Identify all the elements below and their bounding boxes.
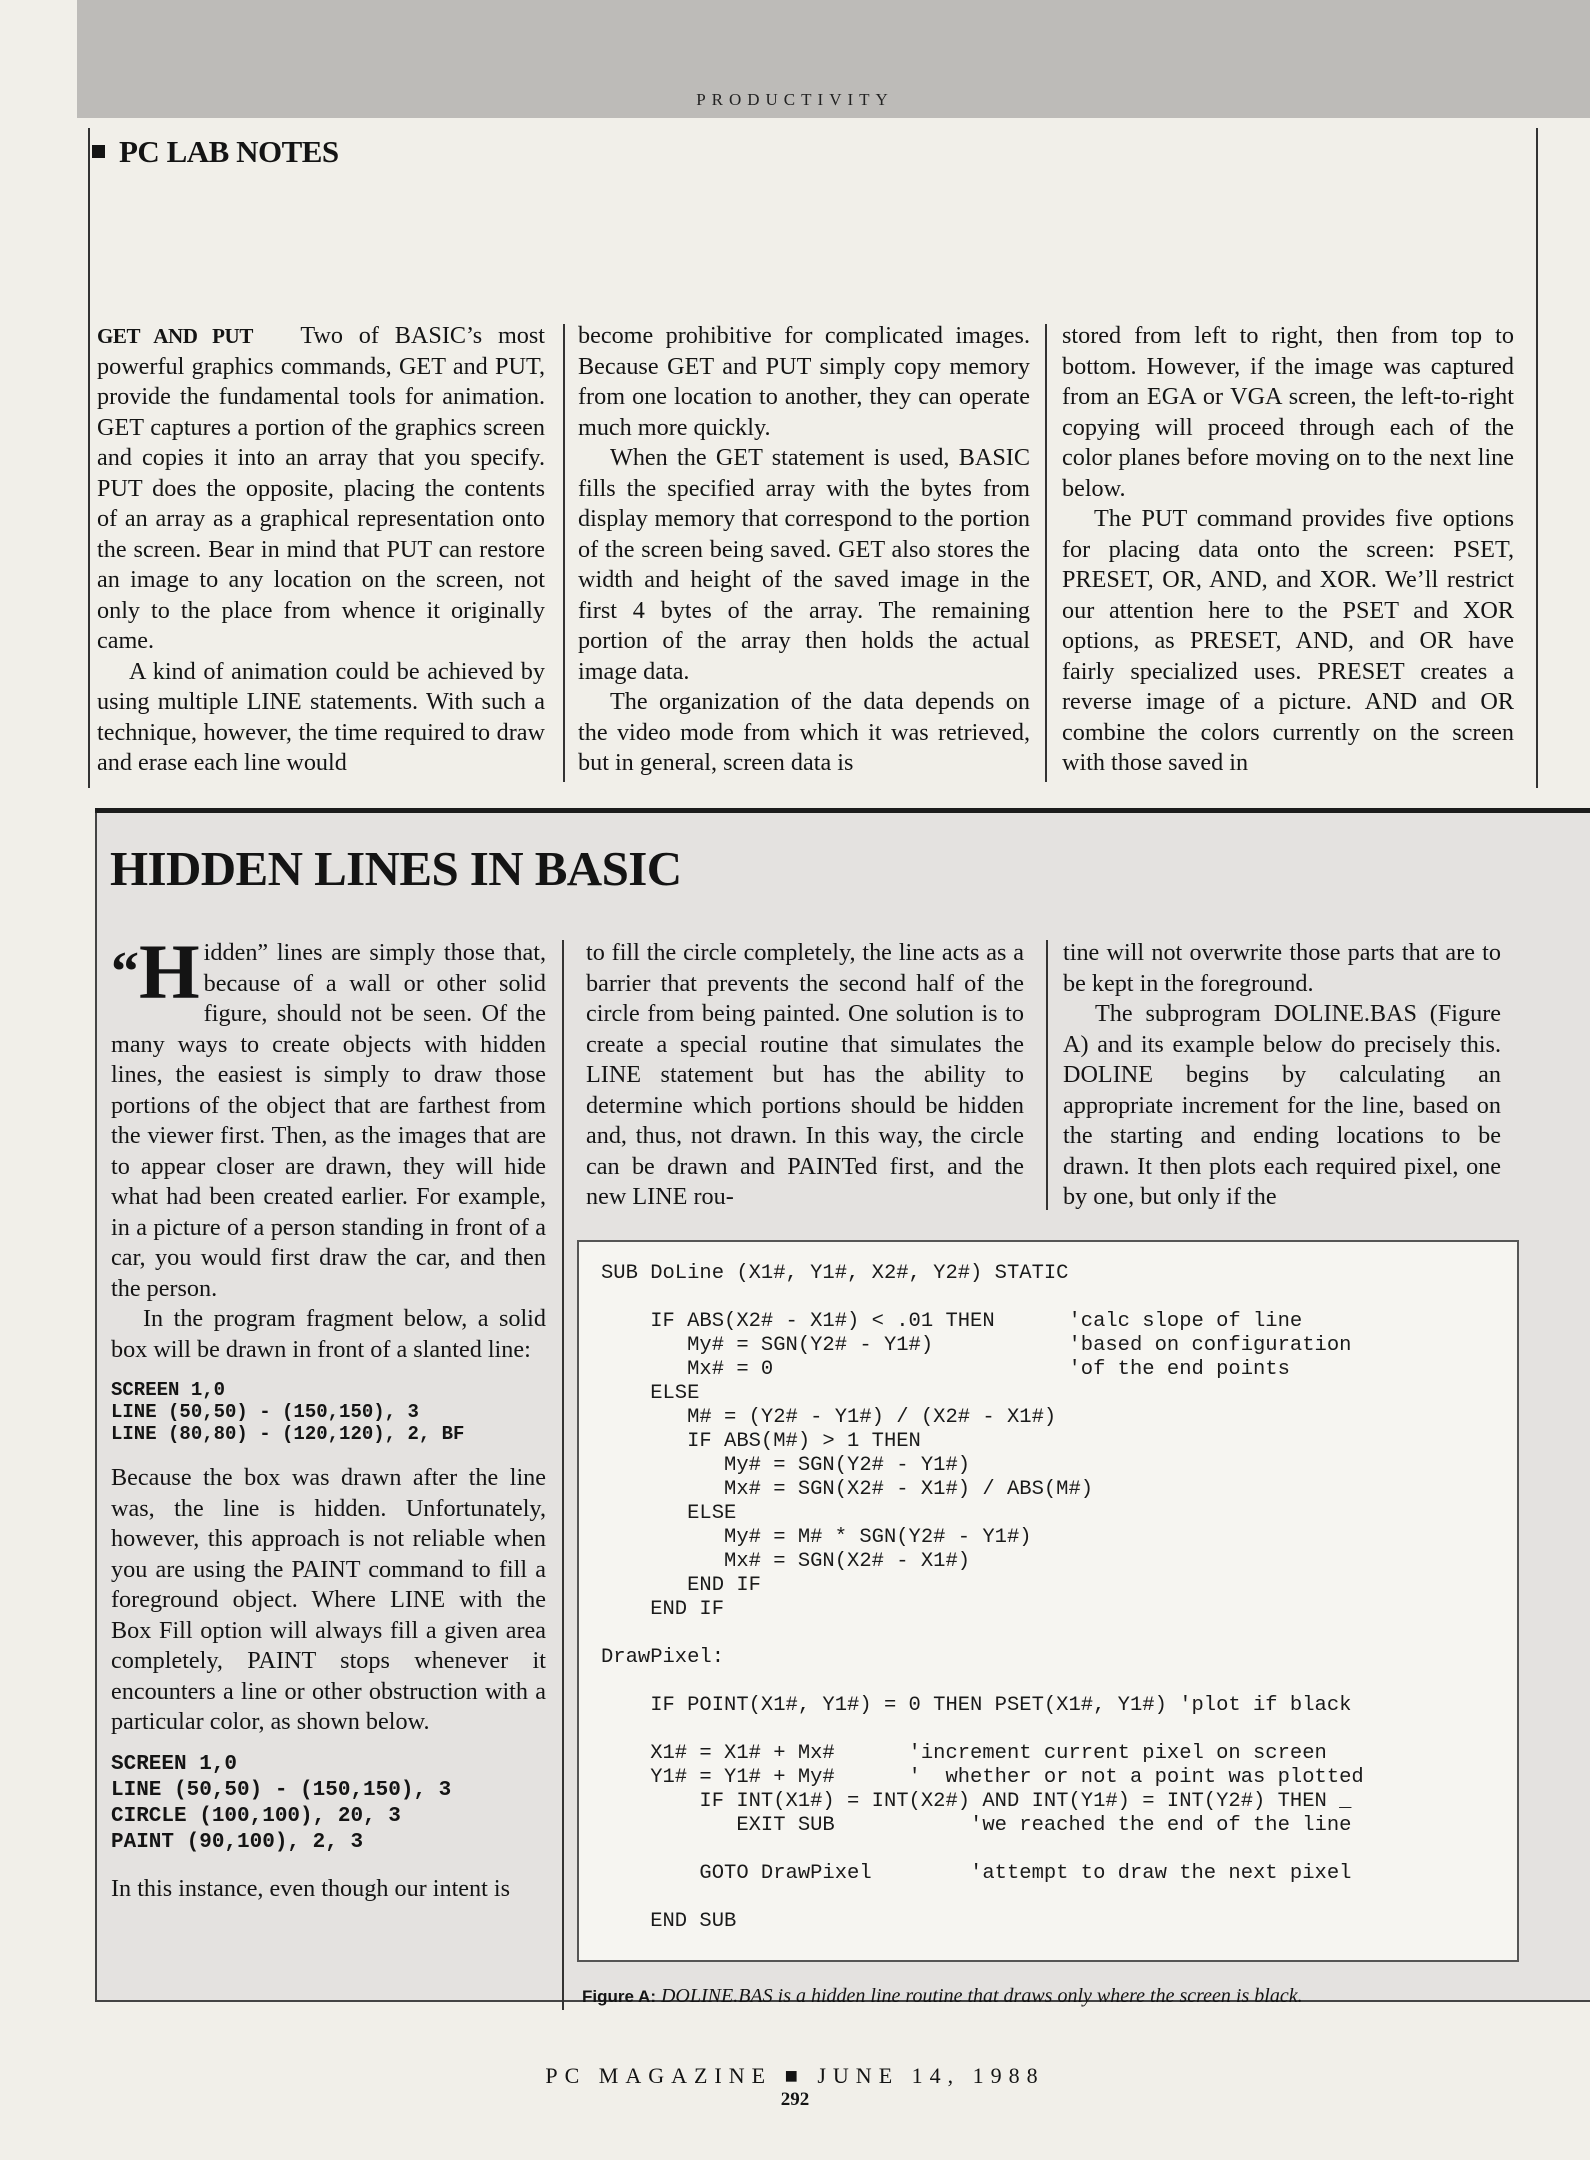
sidebar-paragraph: In this instance, even though our intent is [111, 1874, 511, 1902]
department-label: PC LAB NOTES [119, 134, 339, 169]
caption-text: DOLINE.BAS is a hidden line routine that draws only where the screen is black. [660, 1985, 1303, 2007]
drop-cap: “H [111, 928, 200, 1015]
bullet-square-icon [92, 145, 105, 158]
sidebar-paragraph: The subprogram DOLINE.BAS (Figure A) and its example below do precisely this. DOLINE begins by calculating an appropriate increment for the line, based on the starting and ending locations to be drawn. It then plots each required pixel, one by one, but only if the [1063, 1000, 1501, 1210]
article-paragraph [97, 321, 545, 657]
sidebar-column-3 [1063, 938, 1501, 1213]
sidebar-column-1 [111, 928, 546, 1904]
article-column-2 [578, 321, 1030, 779]
sidebar-paragraph: tine will not overwrite those parts that are to be kept in the foreground. [1063, 939, 1501, 997]
code-fragment: SCREEN 1,0 LINE (50,50) - (150,150), 3 CIRCLE (100,100), 20, 3 PAINT (90,100), 2, 3 [111, 1752, 452, 1854]
sidebar-paragraph: to fill the circle completely, the line acts as a barrier that prevents the second half of the circle from being painted. One solution is to create a special routine that simulates the LINE statement but has the ability to determine which portions should be hidden and, thus, not drawn. In this way, the circle can be drawn and PAINTed first, and the new LINE rou- [586, 939, 1024, 1210]
sidebar-title: HIDDEN LINES IN BASIC [110, 841, 682, 896]
page-number: 292 [780, 2089, 810, 2110]
code-figure [577, 1240, 1519, 1962]
column-rule [562, 940, 564, 2010]
article-paragraph: When the GET statement is used, BASIC fills the specified array with the bytes from display memory that correspond to the portion of the screen being saved. GET also stores the width and height of the saved image in the first 4 bytes of the array. The remaining portion of the array then holds the actual image data. [578, 444, 1030, 685]
sidebar-top-rule [95, 808, 1590, 813]
magazine-footer: PC MAGAZINE ■ JUNE 14, 1988 [545, 2063, 1045, 2088]
article-column-3 [1062, 321, 1514, 779]
sidebar-paragraph: “H idden” lines are simply those that, because of a wall or other solid figure, should not be seen. Of the many ways to create objects with hidden lines, the easiest is simply to draw those portions of the object that are farthest from the viewer first. Then, as the images that are to appear closer are drawn, they will hide what had been created earlier. For example, in a picture of a person standing in front of a car, you would first draw the car, and then the person. [111, 928, 546, 1302]
sidebar-paragraph: In the program fragment below, a solid box will be drawn in front of a slanted line: [111, 1305, 546, 1363]
section-label: PRODUCTIVITY [696, 90, 894, 109]
article-paragraph: The PUT command provides five options for placing data onto the screen: PSET, PRESET, OR, AND, and XOR. We’ll restrict our attention here to the PSET and XOR options, as PRESET, AND, and OR have fairly specialized uses. PRESET creates a reverse image of a picture. AND and OR combine the colors currently on the screen with those saved in [1062, 505, 1514, 776]
caption-label: Figure A: [582, 1987, 656, 2006]
column-rule [1046, 940, 1048, 1210]
paragraph-text: Two of BASIC’s most powerful graphics commands, GET and PUT, provide the fundamental tools for animation. GET captures a portion of the graphics screen and copies it into an array that you specify. PUT does the opposite, placing the contents of an array as a graphical representation onto the screen. Bear in mind that PUT can restore an image to any location on the screen, not only to the place from whence it originally came. [97, 322, 545, 654]
code-fragment: SCREEN 1,0 LINE (50,50) - (150,150), 3 LINE (80,80) - (120,120), 2, BF [111, 1379, 465, 1445]
article-paragraph: The organization of the data depends on the video mode from which it was retrieved, but in general, screen data is [578, 688, 1030, 776]
department-heading [92, 134, 339, 170]
run-in-heading: GET AND PUT [97, 324, 253, 348]
column-rule [1045, 324, 1047, 782]
article-paragraph: A kind of animation could be achieved by using multiple LINE statements. With such a technique, however, the time required to draw and erase each line would [97, 657, 545, 776]
article-paragraph: stored from left to right, then from top to bottom. However, if the image was captured from an EGA or VGA screen, the left-to-right copying will proceed through each of the color planes before moving on to the next line below. [1062, 322, 1514, 502]
article-paragraph: become prohibitive for complicated images. Because GET and PUT simply copy memory from one location to another, they can operate much more quickly. [578, 322, 1030, 441]
article-column-1 [97, 321, 545, 779]
column-rule [563, 324, 565, 782]
figure-caption [582, 1985, 1303, 2008]
code-listing: SUB DoLine (X1#, Y1#, X2#, Y2#) STATIC IF ABS(X2# - X1#) < .01 THEN 'calc slope of line My# = SGN(Y2# - Y1#) 'based on configuration Mx# = 0 'of the end points ELSE M# = (Y2# - Y1#) / (X2# - X1#) IF ABS(M#) > 1 THEN My# = SGN(Y2# - Y1#) Mx# = SGN(X2# - X1#) / ABS(M#) ELSE My# = M# * SGN(Y2# - Y1#) Mx# = SGN(X2# - X1#) END IF END IF DrawPixel: IF POINT(X1#, Y1#) = 0 THEN PSET(X1#, Y1#) 'plot if black X1# = X1# + Mx# 'increment current pixel on screen Y1# = Y1# + My# ' whether or not a point was plotted IF INT(X1#) = INT(X2#) AND INT(Y1#) = INT(Y2#) THEN _ EXIT SUB 'we reached the end of the line GOTO DrawPixel 'attempt to draw the next pixel END SUB [601, 1262, 1364, 1933]
sidebar-column-2 [586, 938, 1024, 1213]
sidebar-paragraph: Because the box was drawn after the line was, the line is hidden. Unfortunately, however, this approach is not reliable when you are using the PAINT command to fill a foreground object. Where LINE with the Box Fill option will always fill a given area completely, PAINT stops whenever it encounters a line or other obstruction with a particular color, as shown below. [111, 1464, 546, 1735]
